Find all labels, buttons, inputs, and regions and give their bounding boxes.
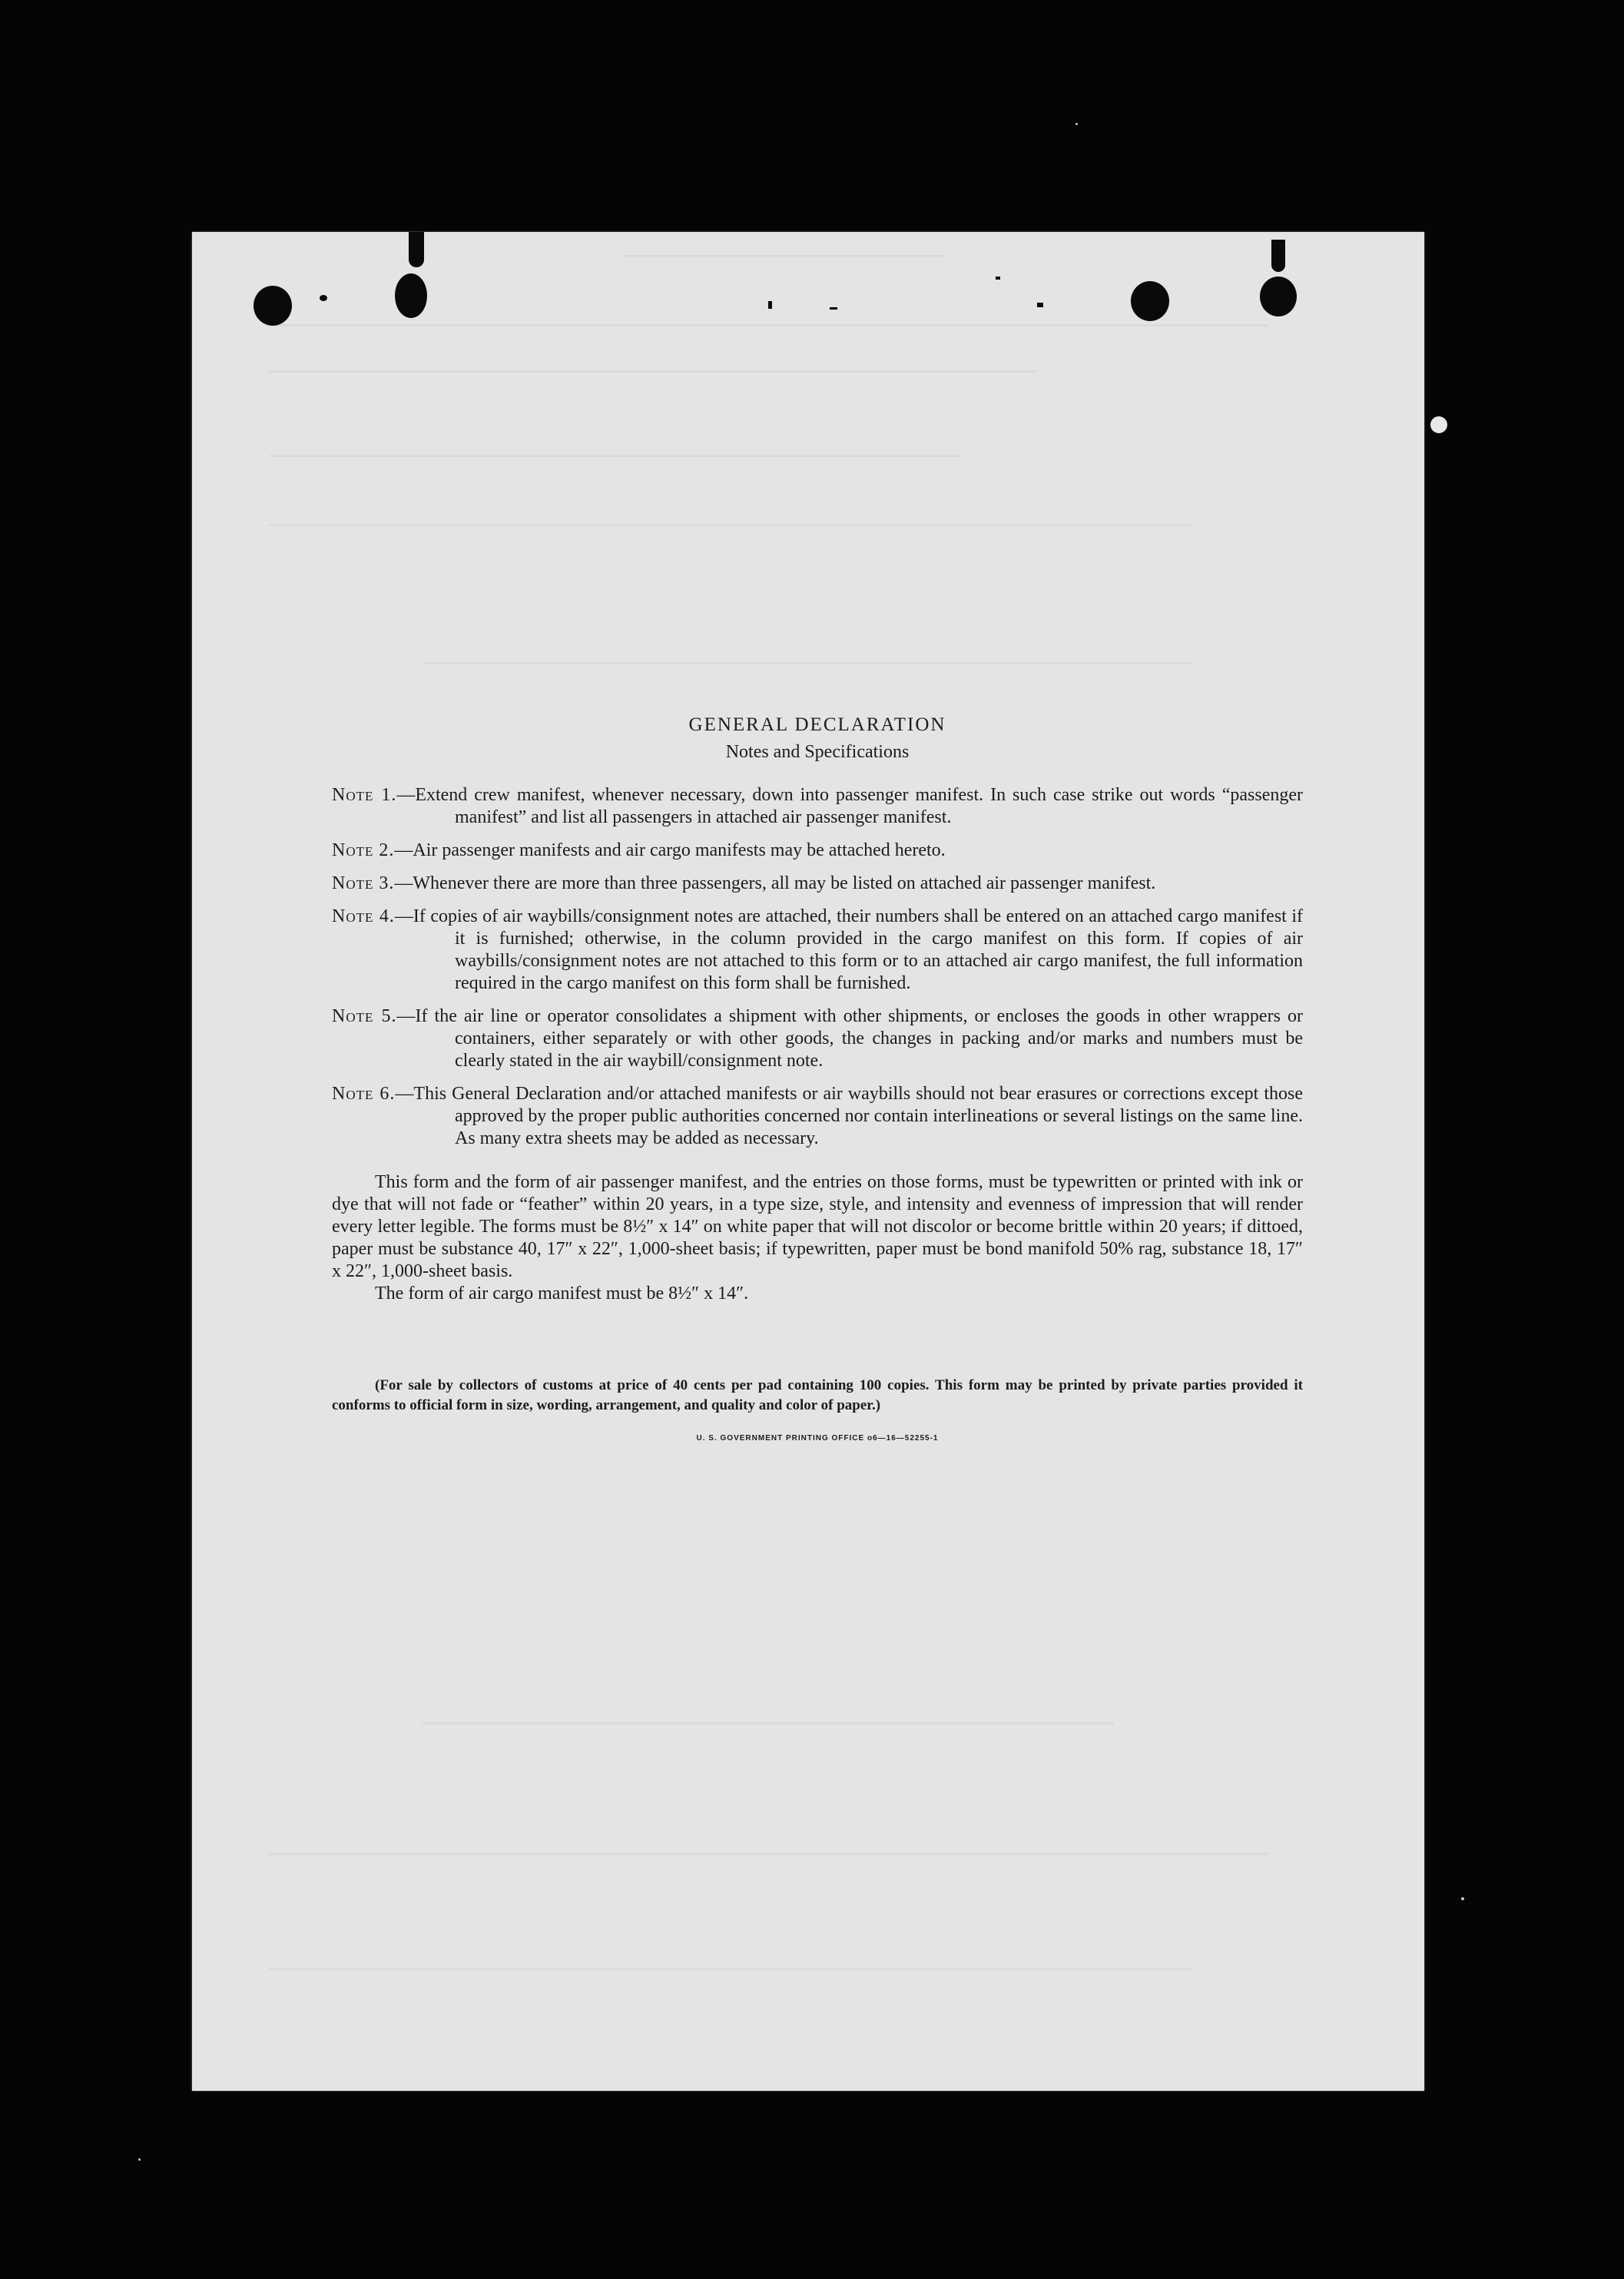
show-through [423, 1722, 1114, 1724]
note-label: Note 2. [332, 840, 395, 860]
note-text: —If copies of air waybills/consignment notes are attached, their numbers shall be entered on an attached cargo manifest if it is furnished; otherwise, in the column provided in the cargo manifest on this form. If copies of air waybills/consignment notes are not attached to this form or to an attached air cargo manifest, the full information required in the cargo manifest on this form shall be furnished. [394, 906, 1304, 993]
note-label: Note 6. [332, 1084, 396, 1104]
show-through [269, 524, 1191, 526]
ink-blot [409, 232, 424, 267]
note-text: —Air passenger manifests and air cargo manifests may be attached hereto. [394, 840, 946, 860]
show-through [269, 324, 1268, 326]
ink-blot [1037, 303, 1043, 307]
sale-notice: (For sale by collectors of customs at price of 40 cents per pad containing 100 copies. This form may be printed by private parties provided it conforms to official form in size, wording, arrangement, and quality and color of paper.) [332, 1377, 1303, 1413]
note-item [332, 873, 1303, 895]
show-through [423, 662, 1191, 664]
show-through [269, 1853, 1268, 1855]
document-subtitle: Notes and Specifications [725, 742, 910, 762]
film-speck [1461, 1897, 1464, 1900]
ink-blot [996, 277, 1000, 280]
show-through [269, 455, 960, 457]
note-text: —If the air line or operator consolidates a shipment with other shipments, or encloses the goods in other wrappers or containers, either separately or with other goods, the changes in packing and/or marks and numbers must be clearly stated in the air waybill/consignment note. [396, 1006, 1303, 1071]
punch-hole [395, 273, 427, 318]
film-speck [1075, 123, 1078, 125]
note-label: Note 5. [332, 1006, 397, 1026]
note-item [332, 840, 1303, 862]
film-speck [1430, 416, 1447, 433]
ink-blot [320, 295, 327, 301]
note-item [332, 906, 1303, 995]
ink-blot [830, 307, 837, 310]
note-text: —This General Declaration and/or attached manifests or air waybills should not bear erasures or corrections except those approved by the proper public authorities concerned nor contain interlineations or several listings on the same line. As many extra sheets may be added as necessary. [395, 1084, 1303, 1148]
paper-requirements-paragraph: This form and the form of air passenger manifest, and the entries on those forms, must be typewritten or printed with ink or dye that will not fade or “feather” within 20 years, in a type size, style, and intensity and evenness of impression that will render every letter legible. The forms must be 8½″ x 14″ on white paper that will not discolor or become brittle within 20 years; if dittoed, paper must be substance 40, 17″ x 22″, 1,000-sheet basis; if typewritten, paper must be bond manifold 50% rag, substance 18, 17″ x 22″, 1,000-sheet basis. [332, 1172, 1303, 1281]
note-text: —Extend crew manifest, whenever necessary, down into passenger manifest. In such case strike out words “passenger manifest” and list all passengers in attached air passenger manifest. [396, 785, 1303, 827]
note-item [332, 1083, 1303, 1150]
document-title: GENERAL DECLARATION [688, 714, 946, 735]
note-label: Note 4. [332, 906, 395, 926]
punch-hole [1260, 277, 1297, 316]
printing-office-imprint: U. S. GOVERNMENT PRINTING OFFICE o6—16—52255-1 [696, 1434, 939, 1443]
ink-blot [768, 301, 772, 309]
note-label: Note 3. [332, 873, 395, 893]
punch-hole [1131, 281, 1169, 321]
film-speck [138, 2158, 141, 2161]
note-item [332, 784, 1303, 829]
document-page [192, 232, 1424, 2091]
show-through [269, 1968, 1191, 1970]
notes-content [332, 714, 1303, 1443]
punch-hole [254, 286, 292, 326]
show-through [269, 370, 1037, 373]
note-label: Note 1. [332, 785, 397, 805]
note-item [332, 1005, 1303, 1072]
ink-blot [1271, 240, 1285, 272]
note-text: —Whenever there are more than three passengers, all may be listed on attached air passenger manifest. [394, 873, 1156, 893]
show-through [622, 255, 945, 257]
cargo-manifest-size: The form of air cargo manifest must be 8½″ x 14″. [375, 1284, 749, 1303]
